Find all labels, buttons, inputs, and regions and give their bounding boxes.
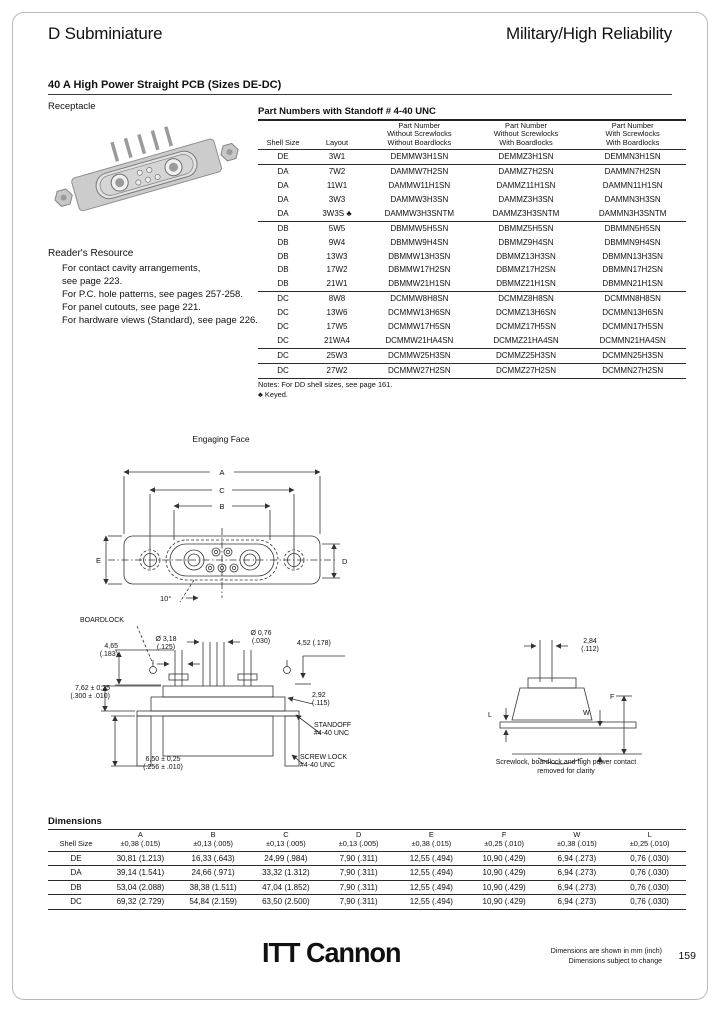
part-table-cell: 25W3 <box>308 348 366 363</box>
part-table-cell: DCMMN8H8SN <box>604 294 661 304</box>
shell-bottom <box>163 716 273 756</box>
part-table-cell: DAMMZ3H3SN <box>498 194 554 204</box>
dim-table-cell: 0,76 (.030) <box>613 880 686 895</box>
dim-table-col-header <box>395 830 468 852</box>
part-table-cell: 8W8 <box>328 294 346 304</box>
part-table-cell: DCMMZ17H5SN <box>495 322 556 332</box>
part-table-cell: 17W2 <box>326 265 348 275</box>
dim-table-cell: 12,55 (.494) <box>395 866 468 881</box>
dim-table-cell: DB <box>48 880 104 895</box>
part-table-row <box>258 320 686 334</box>
dim-col-tolerance: ±0,25 (.010) <box>629 838 670 848</box>
receptacle-label: Receptacle <box>48 101 96 112</box>
dim-table-col-header <box>541 830 614 852</box>
dim-table-cell: DC <box>48 895 104 910</box>
part-table-row <box>258 221 686 235</box>
dim-table-cell: 12,55 (.494) <box>395 880 468 895</box>
part-table-cell: DCMMW21HA4SN <box>366 334 473 348</box>
page-title: D Subminiature <box>48 24 163 43</box>
part-table-cell: DB <box>277 251 289 261</box>
part-table-cell: DCMMZ25H3SN <box>473 348 580 363</box>
dim-table-cell: 53,04 (2.088) <box>104 880 177 895</box>
part-table-cell: DC <box>277 322 289 332</box>
dia-318-label: Ø 3,18 (.125) <box>155 636 177 652</box>
col-header-line: With Boardlocks <box>499 137 553 147</box>
readers-resource-line: For hardware views (Standard), see page 226. <box>62 315 258 326</box>
dim-col-tolerance: Shell Size <box>59 838 93 848</box>
dim-table-cell: 0,76 (.030) <box>613 895 686 910</box>
part-table-cell: DCMMZ13H6SN <box>495 308 556 318</box>
dim-l-label: L <box>488 712 492 719</box>
dim-table-cell: 6,94 (.273) <box>541 866 614 881</box>
dim-table-cell: 10,90 (.429) <box>468 866 541 881</box>
col-header-line: With Boardlocks <box>605 137 660 147</box>
dim-col-tolerance: ±0,38 (.015) <box>556 838 597 848</box>
part-table-cell: DCMMZ21HA4SN <box>473 334 580 348</box>
insulator <box>163 686 273 697</box>
dim-452-label: 4,52 (.178) <box>297 640 331 647</box>
dim-table-col-header <box>250 830 323 852</box>
part-table-row <box>258 292 686 306</box>
contact-body <box>512 688 592 720</box>
dim-table-cell: 7,90 (.311) <box>322 866 395 881</box>
part-table-cell: DAMMW3H3SNTM <box>366 207 473 221</box>
footer-notes: Dimensions are shown in mm (inch) Dimensions subject to change <box>550 948 662 965</box>
part-table-cell: DBMMZ17H2SN <box>496 265 556 275</box>
part-table-cell: 21WA4 <box>308 334 366 348</box>
part-table-col-header <box>308 121 366 150</box>
part-table-row <box>258 334 686 348</box>
part-table-cell: 21W1 <box>308 277 366 291</box>
part-table-row <box>258 179 686 193</box>
dim-table-cell: 0,76 (.030) <box>613 866 686 881</box>
part-table-cell: DCMMW17H5SN <box>387 322 451 332</box>
dim-w-label: W <box>583 710 590 717</box>
part-table-cell: DCMMN27H2SN <box>579 363 686 378</box>
dim-292-label: 2,92 (.115) <box>312 692 330 708</box>
part-table-cell: DBMMW13H3SN <box>388 251 451 261</box>
angle-label: 10° <box>160 594 172 603</box>
part-table-cell: DBMMW9H4SN <box>390 237 449 247</box>
dim-table-cell: DA <box>48 866 104 881</box>
dim-table-row <box>48 866 686 881</box>
dim-table-cell: 63,50 (2.500) <box>250 895 323 910</box>
col-header-line: Layout <box>325 137 349 147</box>
part-table-title: Part Numbers with Standoff # 4-40 UNC <box>258 106 436 117</box>
part-table-cell: DBMMZ21H1SN <box>473 277 580 291</box>
part-table-cell: DBMMW17H2SN <box>388 265 451 275</box>
part-table-row <box>258 165 686 179</box>
dim-f-label: F <box>610 694 615 701</box>
part-table-cell: DBMMZ9H4SN <box>498 237 554 247</box>
dim-table-cell: 12,55 (.494) <box>395 851 468 866</box>
part-table-cell: DBMMW5H5SN <box>390 223 449 233</box>
part-table-cell: DCMMW13H6SN <box>387 308 451 318</box>
dim-table-cell: 6,94 (.273) <box>541 895 614 910</box>
col-header-line: Part Number <box>398 121 441 130</box>
dim-col-letter: L <box>647 830 652 839</box>
part-table-cell: 7W2 <box>328 167 346 177</box>
readers-resource-line: see page 223. <box>62 276 123 287</box>
dim-e-label: E <box>96 556 102 565</box>
dim-table-cell: 39,14 (1.541) <box>104 866 177 881</box>
part-table-col-header <box>579 121 686 150</box>
page-number: 159 <box>678 950 696 962</box>
page-category: Military/High Reliability <box>506 24 672 43</box>
part-table-cell: DBMMN13H3SN <box>602 251 663 261</box>
boardlock-pin <box>284 667 291 674</box>
part-table-cell: DB <box>258 277 308 291</box>
part-table-row <box>258 263 686 277</box>
dim-table-cell: 16,33 (.643) <box>177 851 250 866</box>
part-table-cell: 13W6 <box>326 308 348 318</box>
part-table-row <box>258 363 686 378</box>
dim-col-letter: W <box>573 830 581 839</box>
dim-table-col-header <box>177 830 250 852</box>
readers-resource-title: Reader's Resource <box>48 248 134 259</box>
part-table-cell: DE <box>258 150 308 165</box>
part-table-cell: DCMMN13H6SN <box>602 308 664 318</box>
dim-b-label: B <box>219 502 225 511</box>
receptacle-photo <box>52 110 242 248</box>
col-header-line: Shell Size <box>266 137 300 147</box>
part-table-cell: DA <box>277 167 289 177</box>
dimensions-title: Dimensions <box>48 816 102 827</box>
dim-table-cell: 10,90 (.429) <box>468 851 541 866</box>
readers-resource-line: For contact cavity arrangements, <box>62 263 201 274</box>
part-table-col-header <box>473 121 580 150</box>
dim-table-col-header <box>322 830 395 852</box>
part-table-cell: DBMMW21H1SN <box>366 277 473 291</box>
part-numbers-table <box>258 121 686 379</box>
dim-650-label: 6,50 ± 0,25 (.256 ± .010) <box>143 756 183 772</box>
dim-table-col-header <box>613 830 686 852</box>
dim-762-label: 7,62 ± 0,25 (.300 ± .010) <box>70 685 110 701</box>
dim-table-col-header <box>48 830 104 852</box>
dim-table-cell: 10,90 (.429) <box>468 895 541 910</box>
dim-table-col-header <box>104 830 177 852</box>
dim-table-cell: 38,38 (1.511) <box>177 880 250 895</box>
shell-top <box>151 697 285 711</box>
dim-c-label: C <box>219 486 225 495</box>
part-table-row <box>258 277 686 291</box>
dim-table-cell: 12,55 (.494) <box>395 895 468 910</box>
readers-resource-list <box>62 262 258 327</box>
part-table-cell: 3W3 <box>328 194 346 204</box>
mounting-flange <box>137 711 299 716</box>
dim-table-cell: 54,84 (2.159) <box>177 895 250 910</box>
part-table-row <box>258 207 686 221</box>
standoff-label: STANDOFF #4-40 UNC <box>314 722 352 738</box>
dim-col-tolerance: ±0,13 (.005) <box>265 838 306 848</box>
dim-table-cell: 10,90 (.429) <box>468 880 541 895</box>
dim-table-cell: 6,94 (.273) <box>541 851 614 866</box>
col-header-line: Without Boardlocks <box>387 137 452 147</box>
part-table-cell: DB <box>277 237 289 247</box>
col-header-line: Part Number <box>505 121 547 130</box>
part-table-cell: DC <box>258 334 308 348</box>
dim-table-cell: DE <box>48 851 104 866</box>
part-table-cell: 5W5 <box>328 223 346 233</box>
part-table-cell: DCMMZ8H8SN <box>498 294 554 304</box>
part-table-cell: DAMMZ7H2SN <box>498 167 554 177</box>
dim-table-cell: 7,90 (.311) <box>322 895 395 910</box>
dia-076-label: Ø 0,76 (.030) <box>250 630 272 646</box>
dim-table-cell: 33,32 (1.312) <box>250 866 323 881</box>
readers-resource-line: For P.C. hole patterns, see pages 257-258. <box>62 289 243 300</box>
section-title: 40 A High Power Straight PCB (Sizes DE-DC) <box>48 79 282 91</box>
dim-col-letter: D <box>355 830 362 839</box>
col-header-line: Part Number <box>611 121 654 130</box>
dim-table-col-header <box>468 830 541 852</box>
dim-col-letter: B <box>210 830 216 839</box>
dim-465-label: 4,65 (.183) <box>99 643 118 659</box>
part-table-row <box>258 193 686 207</box>
part-table-cell: DB <box>277 223 289 233</box>
part-table-col-header <box>258 121 308 150</box>
part-table-note: ♣ Keyed. <box>258 389 288 399</box>
part-table-cell: 9W4 <box>328 237 346 247</box>
part-table-cell: DC <box>258 363 308 378</box>
dim-table-cell: 0,76 (.030) <box>613 851 686 866</box>
itt-cannon-logo: ITT Cannon <box>262 937 401 969</box>
part-table-cell: DEMMN3H1SN <box>579 150 686 165</box>
dim-table-cell: 47,04 (1.852) <box>250 880 323 895</box>
readers-resource-line: For panel cutouts, see page 221. <box>62 302 201 313</box>
engaging-face-drawing <box>94 448 350 608</box>
part-table-cell: DAMMN3H3SN <box>604 194 661 204</box>
part-table-cell: DAMMW7H2SN <box>390 167 449 177</box>
col-header-line: Without Screwlocks <box>493 129 559 139</box>
part-table-cell: DA <box>277 194 289 204</box>
part-table-cell: DB <box>277 265 289 275</box>
dim-table-cell: 6,94 (.273) <box>541 880 614 895</box>
pin-view-drawing <box>452 626 680 766</box>
dim-col-tolerance: ±0,25 (.010) <box>484 838 525 848</box>
part-table-cell: DC <box>258 348 308 363</box>
part-table-cell: 3W3S ♣ <box>308 207 366 221</box>
part-table-cell: DCMMW27H2SN <box>366 363 473 378</box>
dim-table-row <box>48 851 686 866</box>
part-table-cell: DAMMN7H2SN <box>604 167 661 177</box>
part-table-cell: DCMMW25H3SN <box>366 348 473 363</box>
part-table-cell: 13W3 <box>326 251 348 261</box>
part-table-cell: DBMMN17H2SN <box>602 265 663 275</box>
part-table-cell: DCMMN21HA4SN <box>579 334 686 348</box>
dim-col-letter: A <box>137 830 143 839</box>
part-table-row <box>258 348 686 363</box>
dim-table-cell: 30,81 (1.213) <box>104 851 177 866</box>
pin-view-caption: Screwlock, boardlock and high power contact removed for clarity <box>495 759 637 775</box>
part-table-cell: DCMMN25H3SN <box>579 348 686 363</box>
boardlock-label: BOARDLOCK <box>80 617 124 624</box>
part-table-cell: 27W2 <box>308 363 366 378</box>
screwlock-label: SCREW LOCK #4-40 UNC <box>300 754 348 770</box>
col-header-line: With Screwlocks <box>605 129 660 139</box>
part-table-cell: DBMMN21H1SN <box>579 277 686 291</box>
part-table-cell: DCMMZ27H2SN <box>473 363 580 378</box>
part-table-cell: DA <box>258 207 308 221</box>
dim-col-letter: C <box>283 830 289 839</box>
part-table-cell: 3W1 <box>308 150 366 165</box>
dim-table-header-row <box>48 830 686 852</box>
part-table-cell: DAMMZ11H1SN <box>496 181 556 191</box>
part-table-cell: DCMMW8H8SN <box>390 294 449 304</box>
flange-section <box>500 722 636 728</box>
dim-col-tolerance: ±0,38 (.015) <box>120 838 161 848</box>
dim-a-label: A <box>219 468 225 477</box>
part-table-cell: DC <box>277 294 289 304</box>
dim-table-cell: 24,99 (.984) <box>250 851 323 866</box>
side-view-drawing <box>45 612 390 812</box>
part-table-cell: DAMMN11H1SN <box>602 181 663 191</box>
dim-col-tolerance: ±0,13 (.005) <box>193 838 234 848</box>
dim-col-letter: F <box>501 830 507 839</box>
dim-col-tolerance: ±0,38 (.015) <box>411 838 452 848</box>
part-table-notes <box>258 380 392 399</box>
section-rule <box>48 94 672 95</box>
part-table-cell: DBMMN9H4SN <box>604 237 661 247</box>
part-table-col-header <box>366 121 473 150</box>
dim-table-cell: 7,90 (.311) <box>322 880 395 895</box>
part-table-row <box>258 306 686 320</box>
part-table-cell: DA <box>277 181 289 191</box>
part-table-note: Notes: For DD shell sizes, see page 161. <box>258 380 393 389</box>
dim-col-tolerance: ±0,13 (.005) <box>338 838 379 848</box>
part-table-row <box>258 150 686 165</box>
part-table-cell: 17W5 <box>326 322 348 332</box>
dim-284-label: 2,84 (.112) <box>581 638 599 654</box>
boardlock-pin <box>150 667 157 674</box>
dim-table-row <box>48 895 686 910</box>
part-table-cell: DC <box>277 308 289 318</box>
part-table-cell: DAMMW11H1SN <box>388 181 451 191</box>
part-table-cell: 11W1 <box>326 181 348 191</box>
part-table-cell: DEMMZ3H1SN <box>473 150 580 165</box>
part-table-cell: DEMMW3H1SN <box>366 150 473 165</box>
part-table-header-row <box>258 121 686 150</box>
part-table-cell: DCMMN17H5SN <box>602 322 664 332</box>
part-table-cell: DBMMZ5H5SN <box>498 223 554 233</box>
part-table-row <box>258 236 686 250</box>
dim-table-cell: 7,90 (.311) <box>322 851 395 866</box>
dim-col-letter: E <box>428 830 434 839</box>
part-table-cell: DAMMW3H3SN <box>390 194 449 204</box>
part-table-row <box>258 250 686 264</box>
dim-table-cell: 24,66 (.971) <box>177 866 250 881</box>
part-table-cell: DBMMN5H5SN <box>604 223 661 233</box>
dim-table-cell: 69,32 (2.729) <box>104 895 177 910</box>
col-header-line: Without Screwlocks <box>387 129 452 139</box>
dim-table-row <box>48 880 686 895</box>
part-table-cell: DAMMN3H3SNTM <box>579 207 686 221</box>
engaging-face-title: Engaging Face <box>192 434 250 444</box>
part-table-cell: DBMMZ13H3SN <box>496 251 556 261</box>
dimensions-table <box>48 829 686 910</box>
dim-d-label: D <box>342 557 348 566</box>
part-table-cell: DAMMZ3H3SNTM <box>473 207 580 221</box>
